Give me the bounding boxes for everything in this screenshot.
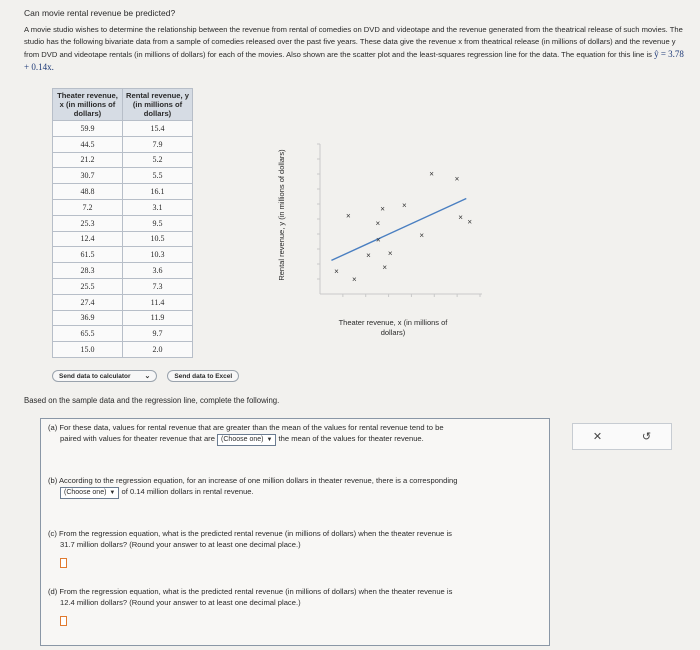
data-point: × bbox=[375, 218, 381, 228]
theater-revenue-cell: 27.4 bbox=[53, 294, 123, 310]
y-axis-label: Rental revenue, y (in millions of dollars) bbox=[277, 149, 286, 281]
table-row bbox=[53, 199, 193, 215]
data-point: × bbox=[458, 212, 463, 222]
answer-actions bbox=[572, 423, 672, 450]
data-point: × bbox=[382, 263, 388, 272]
rental-revenue-cell: 7.3 bbox=[123, 278, 193, 294]
theater-revenue-cell: 59.9 bbox=[53, 121, 123, 137]
rental-revenue-cell: 3.6 bbox=[123, 263, 193, 279]
theater-revenue-cell: 44.5 bbox=[53, 136, 123, 152]
table-row bbox=[53, 342, 193, 358]
scatter-plot bbox=[306, 134, 486, 306]
table-row bbox=[53, 278, 193, 294]
send-to-calculator-label: Send data to calculator bbox=[59, 373, 131, 380]
theater-revenue-cell: 25.5 bbox=[53, 278, 123, 294]
rental-revenue-cell: 5.5 bbox=[123, 168, 193, 184]
theater-revenue-cell: 36.9 bbox=[53, 310, 123, 326]
data-point: × bbox=[346, 211, 351, 221]
part-c-answer-input[interactable] bbox=[60, 558, 67, 568]
rental-revenue-cell: 11.9 bbox=[123, 310, 193, 326]
theater-revenue-cell: 28.3 bbox=[53, 263, 123, 279]
intro-body: A movie studio wishes to determine the relationship between the revenue from rental of comedies on DVD and videotape and the revenue generated from the theatrical release of such movies. The studio has the following bivariate data from a sample of comedies released over the past five years. These data give the revenue x from theatrical release (in millions of dollars) and the revenue y from DVD and videotape rentals (in millions of dollars) for each of the movies. Also shown are the scatter plot and the least-squares regression line for the data. The equation for this line is bbox=[24, 25, 683, 59]
table-row bbox=[53, 184, 193, 200]
table-row bbox=[53, 136, 193, 152]
rental-revenue-cell: 10.5 bbox=[123, 231, 193, 247]
part-d-answer-input[interactable] bbox=[60, 616, 67, 626]
send-to-excel-button[interactable]: Send data to Excel bbox=[167, 370, 239, 382]
rental-revenue-cell: 15.4 bbox=[123, 121, 193, 137]
data-point: × bbox=[402, 200, 407, 210]
column-header-rental: Rental revenue, y (in millions of dollars) bbox=[123, 89, 193, 121]
theater-revenue-cell: 48.8 bbox=[53, 184, 123, 200]
theater-revenue-cell: 65.5 bbox=[53, 326, 123, 342]
rental-revenue-cell: 5.2 bbox=[123, 152, 193, 168]
rental-revenue-cell: 7.9 bbox=[123, 136, 193, 152]
rental-revenue-cell: 9.5 bbox=[123, 215, 193, 231]
send-buttons bbox=[52, 370, 239, 382]
part-c: (c) From the regression equation, what is the predicted rental revenue (in millions of dollars) when the theater revenue is 31.7 million dollars? (Round your answer to at least one decimal place.) bbox=[48, 528, 548, 571]
table-row bbox=[53, 231, 193, 247]
data-table bbox=[52, 88, 193, 358]
undo-icon[interactable]: ↺ bbox=[641, 431, 652, 443]
data-point: × bbox=[429, 169, 434, 179]
part-d: (d) From the regression equation, what is the predicted rental revenue (in millions of dollars) when the theater revenue is 12.4 million dollars? (Round your answer to at least one decimal place.) bbox=[48, 586, 548, 629]
regression-equation: ŷ = 3.78 + 0.14x. bbox=[24, 49, 684, 72]
chevron-down-icon: ⌄ bbox=[144, 373, 151, 380]
part-b-dropdown[interactable]: (Choose one) ▼ bbox=[60, 487, 119, 499]
send-to-calculator-button[interactable] bbox=[52, 370, 157, 382]
x-axis-label: Theater revenue, x (in millions of dollars) bbox=[338, 318, 448, 337]
rental-revenue-cell: 2.0 bbox=[123, 342, 193, 358]
rental-revenue-cell: 10.3 bbox=[123, 247, 193, 263]
theater-revenue-cell: 21.2 bbox=[53, 152, 123, 168]
table-row bbox=[53, 215, 193, 231]
table-row bbox=[53, 294, 193, 310]
column-header-theater: Theater revenue, x (in millions of dollars) bbox=[53, 89, 123, 121]
table-body bbox=[53, 121, 193, 358]
data-point: × bbox=[387, 248, 393, 258]
theater-revenue-cell: 61.5 bbox=[53, 247, 123, 263]
rental-revenue-cell: 11.4 bbox=[123, 294, 193, 310]
table-row bbox=[53, 326, 193, 342]
data-point: × bbox=[366, 251, 371, 260]
theater-revenue-cell: 12.4 bbox=[53, 231, 123, 247]
table-row bbox=[53, 152, 193, 168]
theater-revenue-cell: 25.3 bbox=[53, 215, 123, 231]
table-row bbox=[53, 263, 193, 279]
dropdown-arrow-icon: ▼ bbox=[109, 490, 116, 496]
data-point: × bbox=[334, 266, 339, 276]
table-row bbox=[53, 121, 193, 137]
close-icon[interactable]: ✕ bbox=[592, 431, 603, 443]
data-point: × bbox=[351, 275, 357, 284]
table-row bbox=[53, 168, 193, 184]
data-point: × bbox=[419, 230, 425, 240]
intro-text bbox=[24, 24, 688, 74]
instructions: Based on the sample data and the regression line, complete the following. bbox=[24, 396, 280, 405]
data-point: × bbox=[467, 217, 473, 227]
question-title: Can movie rental revenue be predicted? bbox=[24, 8, 176, 18]
table-row bbox=[53, 310, 193, 326]
data-point: × bbox=[454, 174, 460, 184]
part-a-dropdown[interactable]: (Choose one) ▼ bbox=[217, 434, 276, 446]
theater-revenue-cell: 15.0 bbox=[53, 342, 123, 358]
table-row bbox=[53, 247, 193, 263]
rental-revenue-cell: 16.1 bbox=[123, 184, 193, 200]
theater-revenue-cell: 7.2 bbox=[53, 199, 123, 215]
data-point: × bbox=[380, 204, 385, 214]
dropdown-arrow-icon: ▼ bbox=[266, 437, 273, 443]
part-a: (a) For these data, values for rental revenue that are greater than the mean of the values for rental revenue tend to be paired with values for theater revenue that are (Choose one) ▼ the mean of the values for theater revenue. bbox=[48, 422, 548, 446]
part-b: (b) According to the regression equation, for an increase of one million dollars in theater revenue, there is a corresponding (Choose one) ▼ of 0.14 million dollars in rental revenue. bbox=[48, 475, 548, 499]
theater-revenue-cell: 30.7 bbox=[53, 168, 123, 184]
data-point: × bbox=[375, 235, 381, 245]
rental-revenue-cell: 3.1 bbox=[123, 199, 193, 215]
rental-revenue-cell: 9.7 bbox=[123, 326, 193, 342]
regression-line bbox=[331, 198, 466, 260]
